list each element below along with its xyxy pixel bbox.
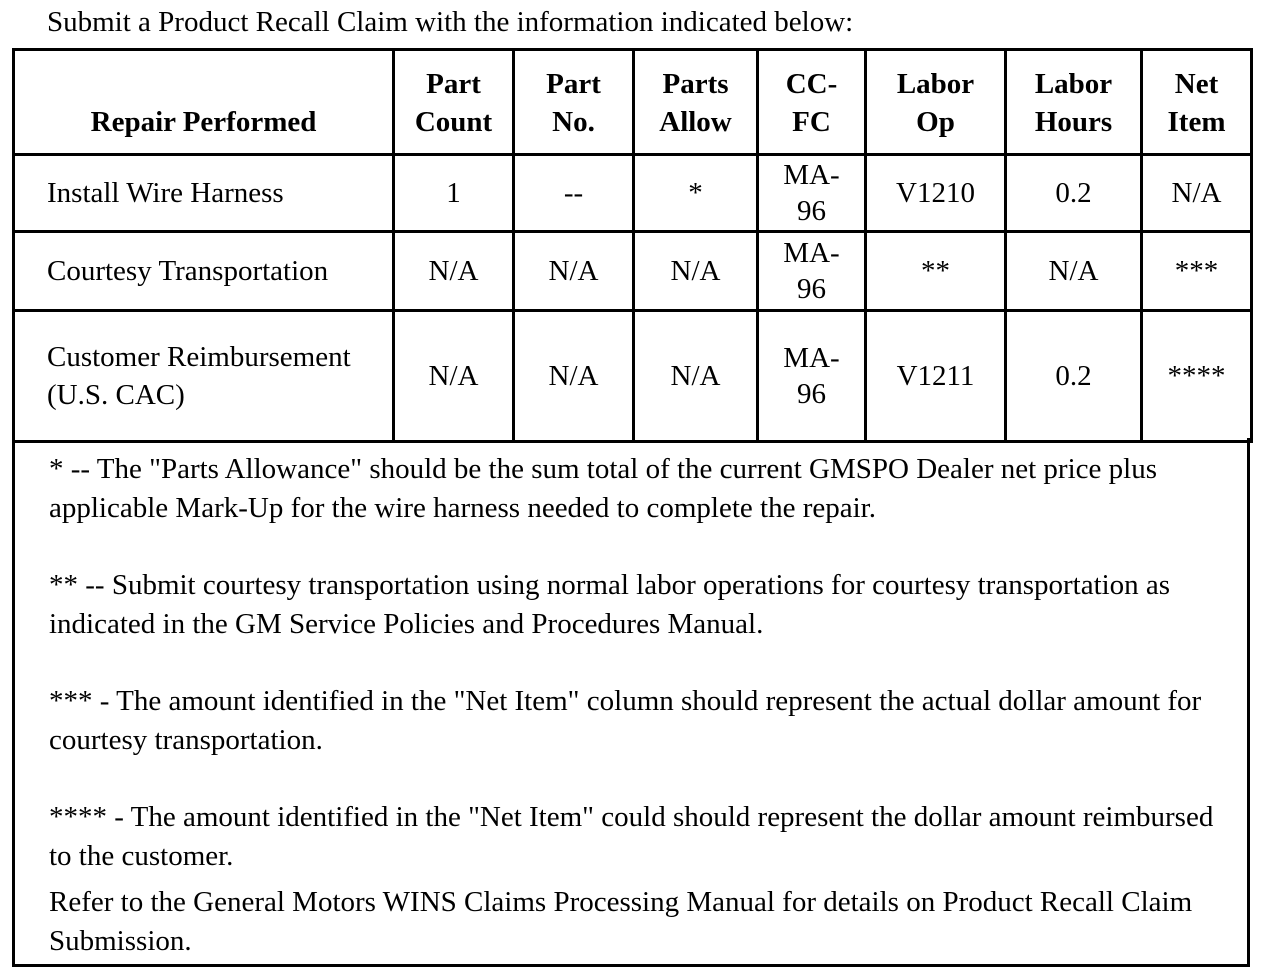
footnotes-box: [12, 438, 1250, 967]
header-parts-allow: Parts Allow: [634, 50, 758, 155]
footnote-courtesy-transportation: ** -- Submit courtesy transportation using normal labor operations for courtesy transportation as indicated in the GM Service Policies and Procedures Manual.: [49, 569, 1171, 640]
header-repair-performed: Repair Performed: [14, 50, 394, 155]
cell-labor-op: V1211: [866, 311, 1006, 442]
cell-repair: Courtesy Transportation: [14, 232, 394, 311]
cell-parts-allow: N/A: [634, 232, 758, 311]
cell-part-no: --: [514, 155, 634, 232]
cell-labor-hours: 0.2: [1006, 155, 1142, 232]
cell-parts-allow: *: [634, 155, 758, 232]
header-part-count: Part Count: [394, 50, 514, 155]
cell-net-item: ****: [1142, 311, 1252, 442]
intro-text: Submit a Product Recall Claim with the information indicated below:: [47, 6, 854, 38]
cell-part-no: N/A: [514, 311, 634, 442]
header-net-item: Net Item: [1142, 50, 1252, 155]
cell-labor-op: **: [866, 232, 1006, 311]
cell-cc-fc: MA- 96: [758, 155, 866, 232]
table-row: [14, 155, 1252, 232]
recall-claim-table: [12, 48, 1253, 443]
header-labor-op: Labor Op: [866, 50, 1006, 155]
cell-net-item: ***: [1142, 232, 1252, 311]
cell-labor-hours: 0.2: [1006, 311, 1142, 442]
cell-cc-fc: MA- 96: [758, 232, 866, 311]
header-cc-fc: CC- FC: [758, 50, 866, 155]
footnote-net-item-reimbursement: **** - The amount identified in the "Net Item" could should represent the dollar amount reimbursed to the customer.: [49, 801, 1214, 872]
header-labor-hours: Labor Hours: [1006, 50, 1142, 155]
cell-labor-op: V1210: [866, 155, 1006, 232]
cell-parts-allow: N/A: [634, 311, 758, 442]
cell-net-item: N/A: [1142, 155, 1252, 232]
cell-cc-fc: MA- 96: [758, 311, 866, 442]
table-row: [14, 232, 1252, 311]
header-part-no: Part No.: [514, 50, 634, 155]
cell-part-count: 1: [394, 155, 514, 232]
table-header-row: [14, 50, 1252, 155]
footnote-net-item-transportation: *** - The amount identified in the "Net Item" column should represent the actual dollar amount for courtesy transportation.: [49, 685, 1202, 756]
footnote-parts-allowance: * -- The "Parts Allowance" should be the sum total of the current GMSPO Dealer net price plus applicable Mark-Up for the wire harness needed to complete the repair.: [49, 453, 1157, 524]
cell-part-count: N/A: [394, 311, 514, 442]
refer-manual-note: Refer to the General Motors WINS Claims Processing Manual for details on Product Recall Claim Submission.: [49, 886, 1193, 957]
cell-labor-hours: N/A: [1006, 232, 1142, 311]
table-row: [14, 311, 1252, 442]
cell-repair: Install Wire Harness: [14, 155, 394, 232]
cell-part-count: N/A: [394, 232, 514, 311]
cell-part-no: N/A: [514, 232, 634, 311]
cell-repair: Customer Reimbursement (U.S. CAC): [14, 311, 394, 442]
